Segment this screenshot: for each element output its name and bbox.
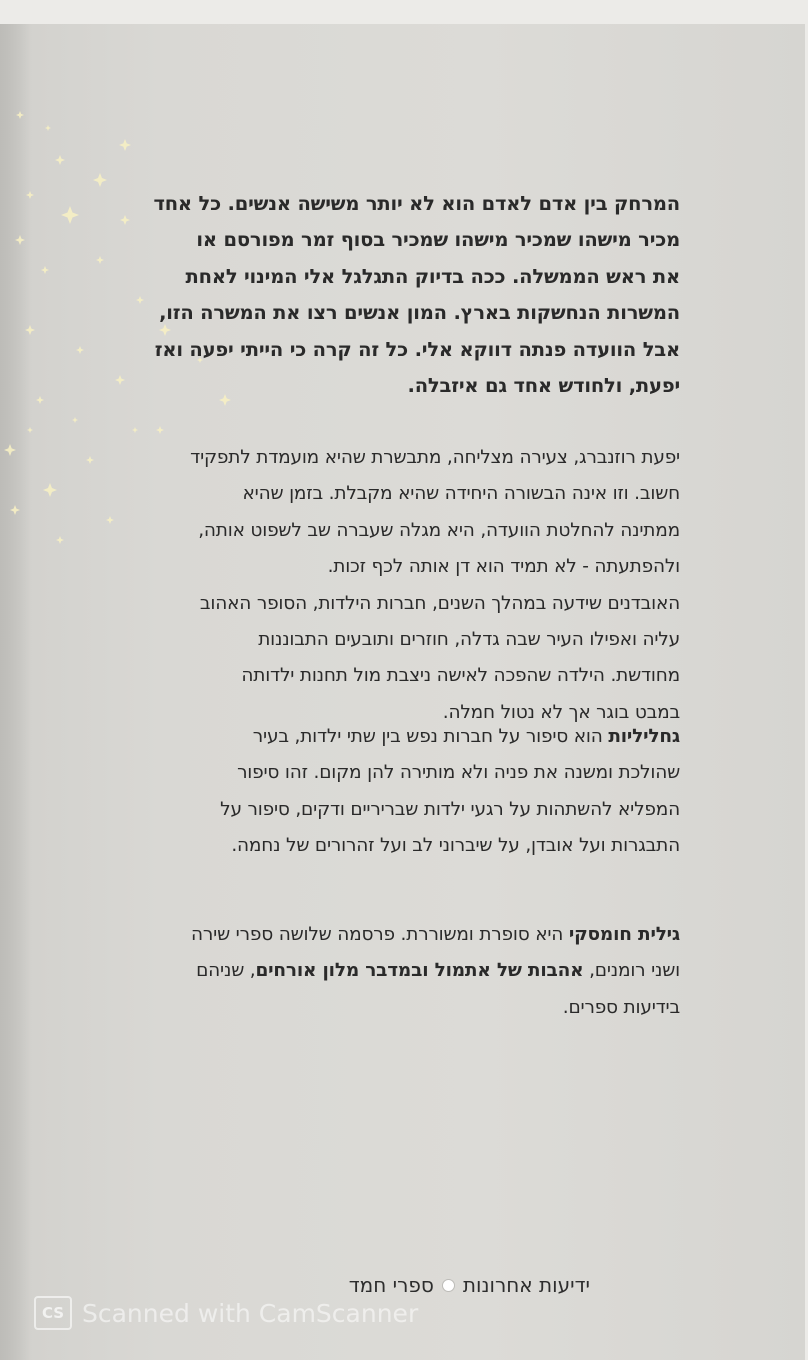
publisher-logo-dot-icon: [442, 1279, 455, 1292]
star-icon: [61, 206, 79, 224]
about-author-text: היא סופרת ומשוררת. פרסמה שלושה ספרי שירה: [191, 924, 569, 945]
star-icon: [15, 235, 25, 245]
star-icon: [96, 256, 104, 264]
star-icon: [120, 215, 130, 225]
summary-line: מחודשת. הילדה שהפכה לאישה ניצבת מול תחנות ילדותה: [241, 665, 680, 687]
author-name: גילית חומסקי: [568, 924, 680, 945]
star-icon: [27, 427, 33, 433]
blurb-line: את ראש הממשלה. ככה בדיוק התגלגל אלי המינוי לאחת: [185, 264, 680, 288]
publisher-imprint: [290, 1273, 590, 1297]
camscanner-logo-icon: CS: [34, 1296, 72, 1330]
star-icon: [45, 125, 51, 131]
camscanner-watermark: [34, 1296, 418, 1330]
star-icon: [41, 266, 49, 274]
star-icon: [115, 375, 125, 385]
about-author-line: [140, 917, 680, 953]
about-author-paragraph: [140, 917, 680, 1026]
blurb-line: יפעת, ולחודש אחד גם איזבלה.: [407, 374, 680, 398]
book-title: גחליליות: [608, 726, 680, 747]
about-author-text: , שניהם: [196, 960, 256, 982]
star-icon: [76, 346, 84, 354]
about-book-line: שהולכת ומשנה את פניה ולא מותירה להן מקום. זהו סיפור: [237, 762, 680, 784]
star-icon: [72, 417, 78, 423]
star-icon: [55, 155, 65, 165]
about-book-line: המפליא להשתהות על רגעי ילדות שבריריים ודקים, סיפור על: [220, 798, 680, 820]
star-icon: [119, 139, 131, 151]
star-icon: [106, 516, 114, 524]
star-icon: [4, 444, 16, 456]
star-icon: [25, 325, 35, 335]
about-author-line: בידיעות ספרים.: [562, 996, 680, 1018]
author-books: אהבות של אתמול ובמדבר מלון אורחים: [255, 960, 584, 982]
watermark-text: Scanned with CamScanner: [82, 1298, 419, 1328]
star-icon: [43, 483, 57, 497]
about-book-text: הוא סיפור על חברות נפש בין שתי ילדות, בעיר: [252, 726, 609, 747]
star-icon: [93, 173, 107, 187]
star-icon: [10, 505, 20, 515]
publisher-name: ידיעות אחרונות: [462, 1273, 590, 1297]
star-icon: [26, 191, 34, 199]
about-book-line: התבגרות ועל אובדן, על שיברוני לב ועל זהרורים של נחמה.: [231, 835, 680, 857]
star-icon: [156, 426, 164, 434]
star-icon: [86, 456, 94, 464]
blurb-line: המשרות הנחשקות בארץ. המון אנשים רצו את המשרה הזו,: [159, 301, 680, 325]
about-book-line: [140, 719, 680, 755]
about-author-line: [140, 953, 680, 989]
imprint-name: ספרי חמד: [348, 1273, 434, 1297]
summary-line: ולהפתעתה - לא תמיד הוא דן אותה לכף זכות.: [327, 556, 680, 578]
star-icon: [36, 396, 44, 404]
blurb-line: מכיר מישהו שמכיר מישהו שמכיר בסוף זמר מפורסם או: [196, 228, 680, 252]
star-icon: [56, 536, 64, 544]
summary-line: יפעת רוזנברג, צעירה מצליחה, מתבשרת שהיא מועמדת לתפקיד: [190, 447, 680, 468]
blurb-paragraph: [140, 186, 680, 404]
summary-line: במבט בוגר אך לא נטול חמלה.: [442, 701, 680, 723]
summary-line: חשוב. וזו אינה הבשורה היחידה שהיא מקבלת. בזמן שהיא: [242, 483, 680, 505]
star-icon: [132, 427, 138, 433]
star-icon: [16, 111, 24, 119]
about-book-paragraph: [140, 719, 680, 865]
summary-line: ממתינה להחלטת הוועדה, היא מגלה שעברה שב לשפוט אותה,: [198, 519, 680, 541]
summary-paragraph: [140, 440, 680, 731]
about-author-text: ושני רומנים,: [583, 960, 680, 982]
blurb-line: אבל הוועדה פנתה דווקא אלי. כל זה קרה כי הייתי יפעה ואז: [154, 337, 680, 361]
summary-line: האובדנים שידעה במהלך השנים, חברות הילדות, הסופר האהוב: [199, 592, 680, 614]
blurb-line: המרחק בין אדם לאדם הוא לא יותר משישה אנשים. כל אחד: [153, 192, 680, 215]
summary-line: עליה ואפילו העיר שבה גדלה, חוזרים ותובעים התבוננות: [258, 629, 680, 651]
